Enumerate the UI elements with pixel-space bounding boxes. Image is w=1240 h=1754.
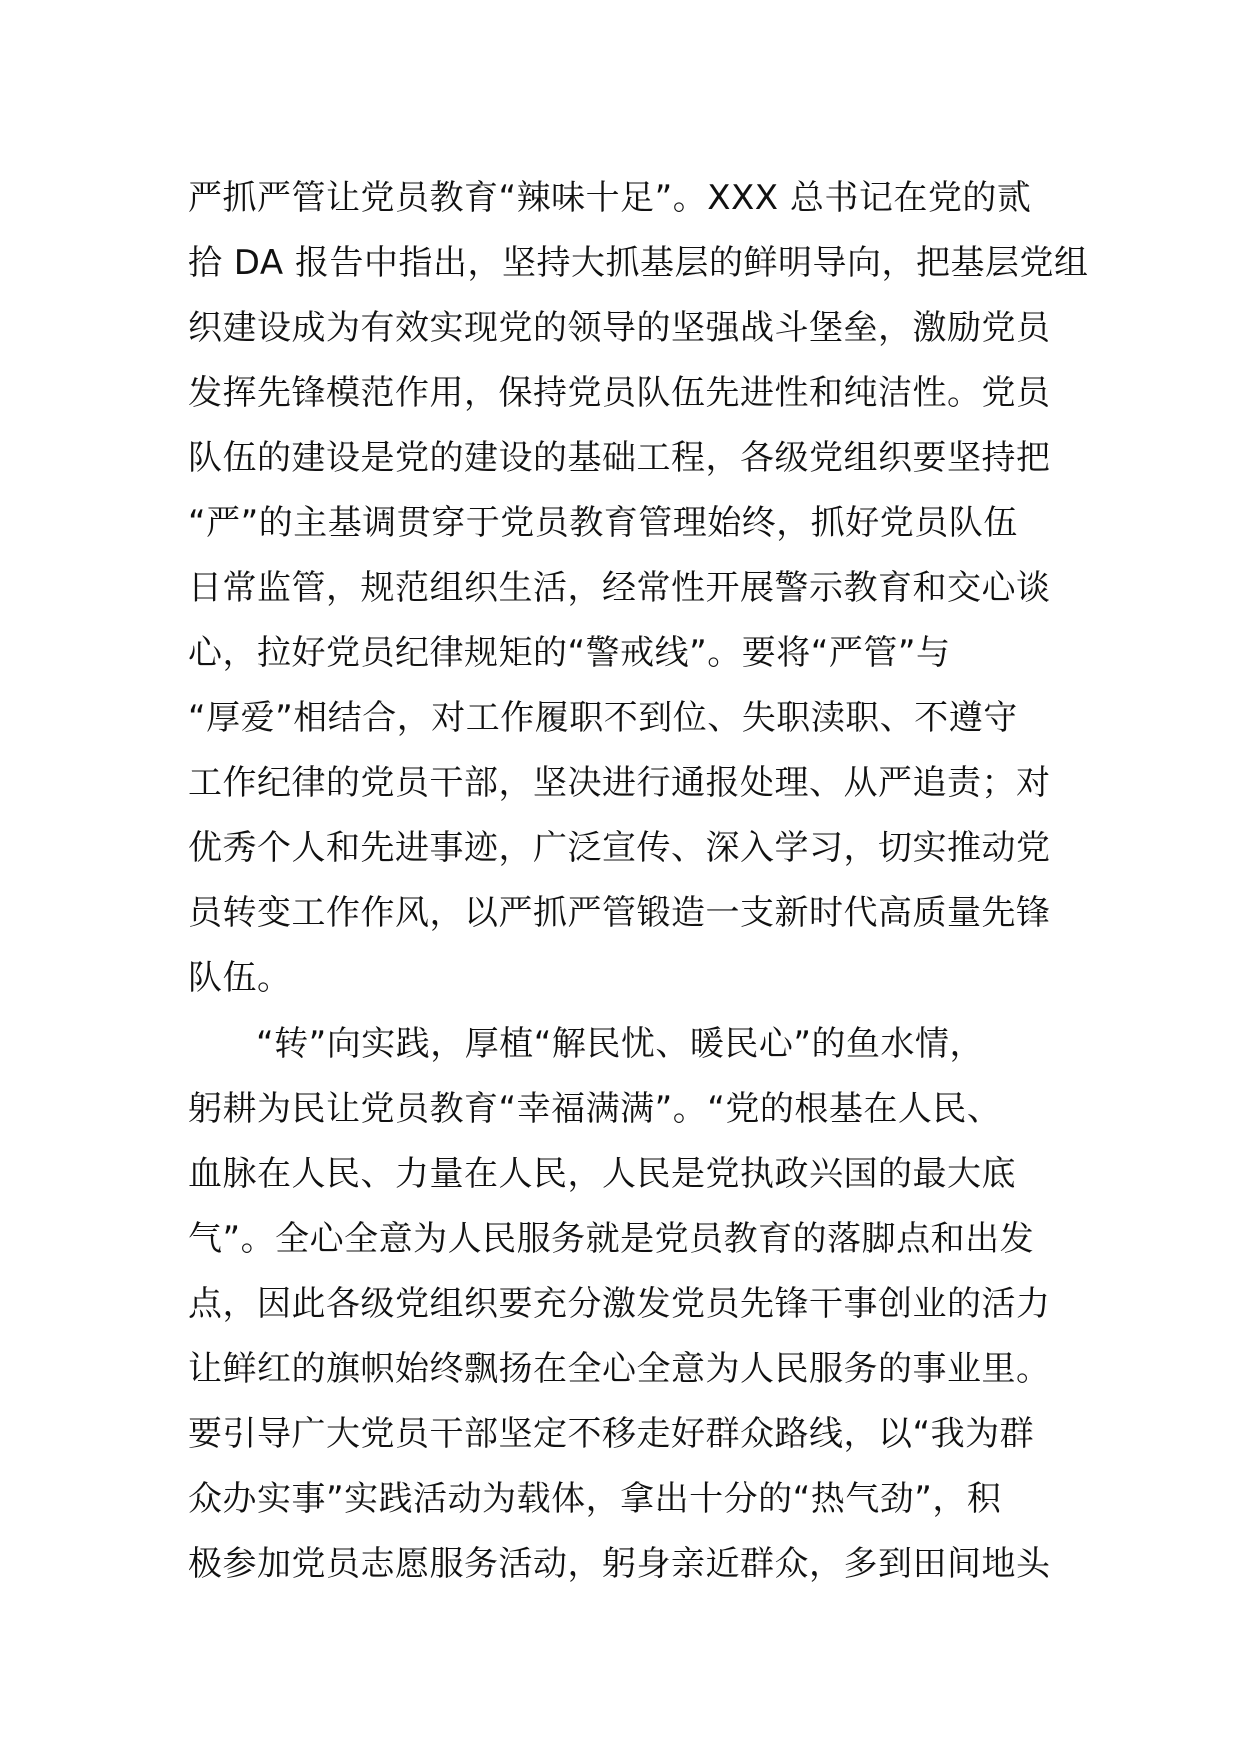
text-line: 躬耕为民让党员教育“幸福满满”。“党的根基在人民、 [188, 1089, 1002, 1129]
text-line: 工作纪律的党员干部，坚决进行通报处理、从严追责；对 [188, 763, 1051, 803]
text-line: 日常监管，规范组织生活，经常性开展警示教育和交心谈 [188, 568, 1051, 608]
text-line: 队伍的建设是党的建设的基础工程，各级党组织要坚持把 [188, 438, 1051, 478]
text-line: 要引导广大党员干部坚定不移走好群众路线，以“我为群 [188, 1414, 1035, 1454]
text-line: 织建设成为有效实现党的领导的坚强战斗堡垒，激励党员 [188, 308, 1051, 348]
text-line: 员转变工作作风，以严抓严管锻造一支新时代高质量先锋 [188, 893, 1051, 933]
text-line: 极参加党员志愿服务活动，躬身亲近群众，多到田间地头 [188, 1544, 1051, 1584]
text-line: 点，因此各级党组织要充分激发党员先锋干事创业的活力 [188, 1284, 1051, 1324]
text-line: “转”向实践，厚植“解民忧、暖民心”的鱼水情， [256, 1024, 984, 1064]
text-line: 众办实事”实践活动为载体，拿出十分的“热气劲”，积 [188, 1479, 1002, 1519]
text-line: 发挥先锋模范作用，保持党员队伍先进性和纯洁性。党员 [188, 373, 1051, 413]
text-line: 让鲜红的旗帜始终飘扬在全心全意为人民服务的事业里。 [188, 1349, 1051, 1389]
text-line: 队伍。 [188, 958, 292, 998]
text-line: 血脉在人民、力量在人民，人民是党执政兴国的最大底 [188, 1154, 1016, 1194]
text-line: 优秀个人和先进事迹，广泛宣传、深入学习，切实推动党 [188, 828, 1051, 868]
text-line: 拾 DA 报告中指出，坚持大抓基层的鲜明导向，把基层党组 [188, 243, 1089, 283]
text-line: 气”。全心全意为人民服务就是党员教育的落脚点和出发 [188, 1219, 1035, 1259]
text-line: 严抓严管让党员教育“辣味十足”。XXX 总书记在党的贰 [188, 178, 1032, 218]
text-line: 心，拉好党员纪律规矩的“警戒线”。要将“严管”与 [188, 633, 951, 673]
text-line: “严”的主基调贯穿于党员教育管理始终，抓好党员队伍 [188, 503, 1018, 543]
text-line: “厚爱”相结合，对工作履职不到位、失职渎职、不遵守 [188, 698, 1018, 738]
paragraph-practice [188, 1012, 1063, 1597]
paragraph-strict-management [188, 166, 1089, 1011]
